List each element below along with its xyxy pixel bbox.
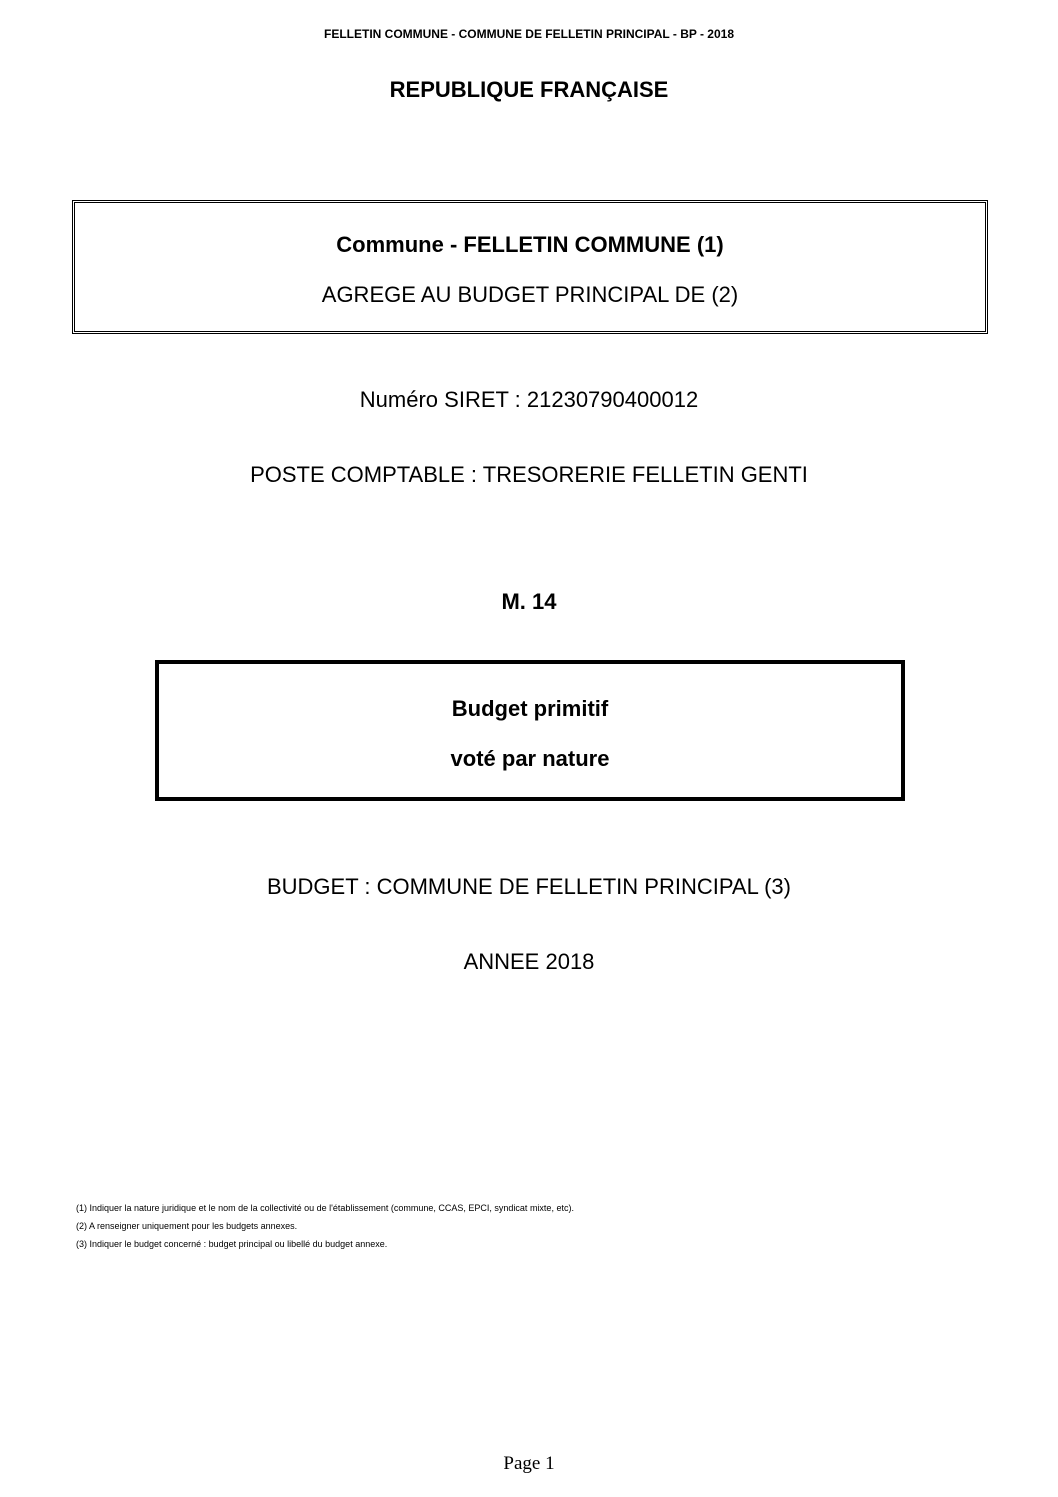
budget-type-box [155, 660, 905, 801]
footnote-1: (1) Indiquer la nature juridique et le nom de la collectivité ou de l'établissement (commune, CCAS, EPCI, syndicat mixte, etc). [76, 1203, 574, 1213]
siret-number: Numéro SIRET : 21230790400012 [359, 387, 699, 412]
page-number: Page 1 [503, 1453, 555, 1474]
footnote-2: (2) A renseigner uniquement pour les budgets annexes. [76, 1221, 298, 1231]
entity-box [72, 200, 988, 334]
nomenclature-label: M. 14 [501, 589, 557, 614]
entity-aggregation: AGREGE AU BUDGET PRINCIPAL DE (2) [321, 282, 739, 307]
poste-comptable: POSTE COMPTABLE : TRESORERIE FELLETIN GENTI [250, 462, 808, 487]
budget-type: Budget primitif [451, 696, 609, 721]
running-header: FELLETIN COMMUNE - COMMUNE DE FELLETIN PRINCIPAL - BP - 2018 [323, 27, 735, 41]
republic-title: REPUBLIQUE FRANÇAISE [389, 77, 669, 102]
budget-label: BUDGET : COMMUNE DE FELLETIN PRINCIPAL (3) [266, 874, 791, 899]
entity-name: Commune - FELLETIN COMMUNE (1) [336, 232, 724, 257]
footnote-3: (3) Indiquer le budget concerné : budget principal ou libellé du budget annexe. [76, 1239, 388, 1249]
year-label: ANNEE 2018 [463, 949, 595, 974]
vote-mode: voté par nature [450, 746, 610, 771]
footnotes [76, 1199, 574, 1253]
